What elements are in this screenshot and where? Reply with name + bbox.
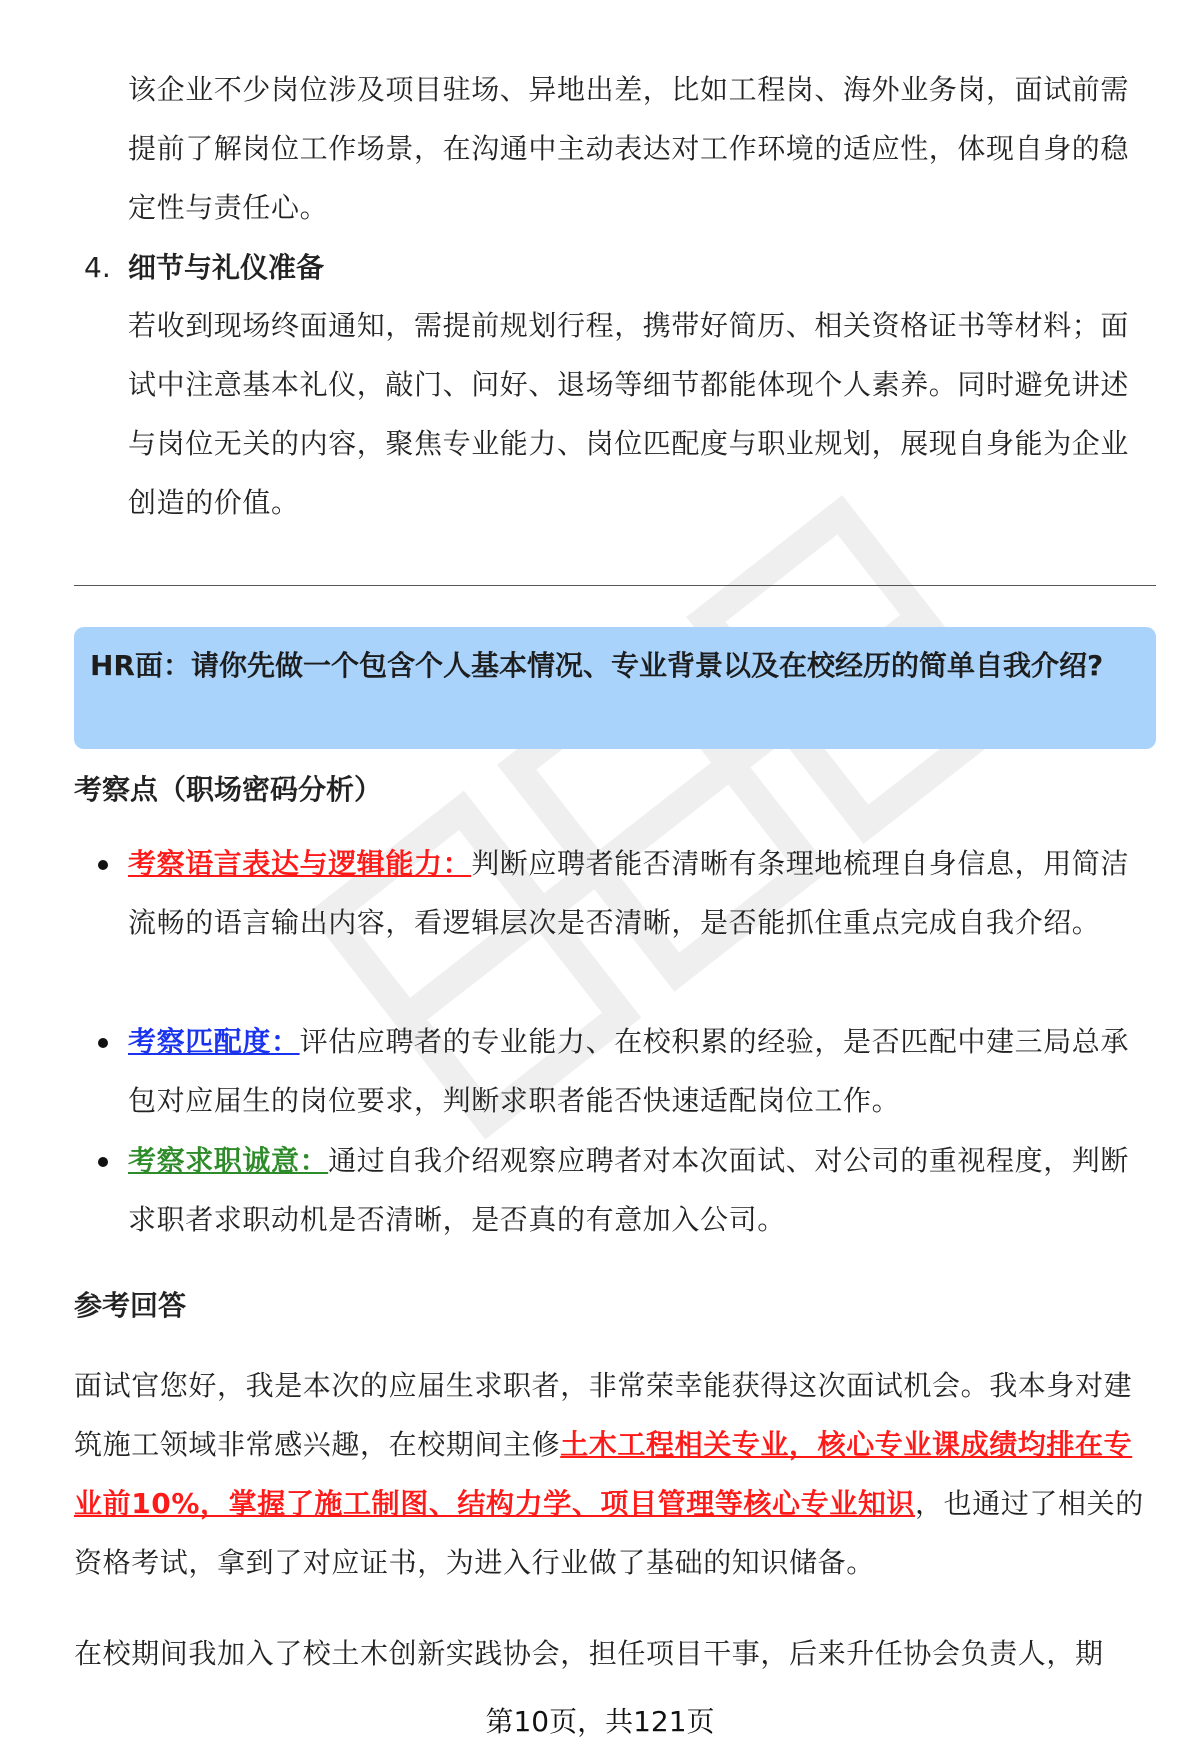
- question-box: HR面：请你先做一个包含个人基本情况、专业背景以及在校经历的简单自我介绍?: [74, 627, 1156, 749]
- point-label: 考察语言表达与逻辑能力：: [128, 847, 472, 880]
- answer-text: 面试官您好，我是本次的应届生求职者，非常荣幸能获得这次面试机会。我本身对建筑施工领域非常感兴趣，在校期间主修: [74, 1369, 1133, 1461]
- analysis-point-1: [128, 834, 1138, 952]
- page-number: 第10页，共121页: [485, 1705, 715, 1738]
- section-divider: [74, 585, 1156, 586]
- paragraph-etiquette: 若收到现场终面通知，需提前规划行程，携带好简历、相关资格证书等材料；面试中注意基本礼仪，敲门、问好、退场等细节都能体现个人素养。同时避免讲述与岗位无关的内容，聚焦专业能力、岗位匹配度与职业规划，展现自身能为企业创造的价值。: [128, 309, 1130, 519]
- answer-paragraph-2: 在校期间我加入了校土木创新实践协会，担任项目干事，后来升任协会负责人，期: [74, 1637, 1104, 1670]
- item-title: 细节与礼仪准备: [128, 251, 325, 284]
- answer-highlight: 土木工程相关专业，核心专业课成绩均排在专业前10%，掌握了施工制图、结构力学、项目管理等核心专业知识: [74, 1428, 1133, 1520]
- answer-paragraph-1: [74, 1356, 1144, 1592]
- point-text: 通过自我介绍观察应聘者对本次面试、对公司的重视程度，判断求职者求职动机是否清晰，是否真的有意加入公司。: [128, 1144, 1130, 1236]
- analysis-point-3: [128, 1131, 1138, 1249]
- point-label: 考察求职诚意：: [128, 1144, 329, 1177]
- point-text: 判断应聘者能否清晰有条理地梳理自身信息，用简洁流畅的语言输出内容，看逻辑层次是否清晰，是否能抓住重点完成自我介绍。: [128, 847, 1130, 939]
- answer-text: ，也通过了相关的资格考试，拿到了对应证书，为进入行业做了基础的知识储备。: [74, 1487, 1144, 1579]
- point-label: 考察匹配度：: [128, 1025, 300, 1058]
- analysis-point-2: [128, 1012, 1138, 1130]
- item-number: 4.: [84, 251, 111, 284]
- bullet-icon: [98, 1157, 108, 1167]
- bullet-icon: [98, 860, 108, 870]
- bullet-icon: [98, 1038, 108, 1048]
- numbered-item-4: [84, 238, 324, 297]
- analysis-heading: 考察点（职场密码分析）: [74, 773, 383, 806]
- paragraph-work-environment: 该企业不少岗位涉及项目驻场、异地出差，比如工程岗、海外业务岗，面试前需提前了解岗位工作场景，在沟通中主动表达对工作环境的适应性，体现自身的稳定性与责任心。: [128, 73, 1130, 224]
- point-text: 评估应聘者的专业能力、在校积累的经验，是否匹配中建三局总承包对应届生的岗位要求，判断求职者能否快速适配岗位工作。: [128, 1025, 1130, 1117]
- answer-heading: 参考回答: [74, 1289, 187, 1322]
